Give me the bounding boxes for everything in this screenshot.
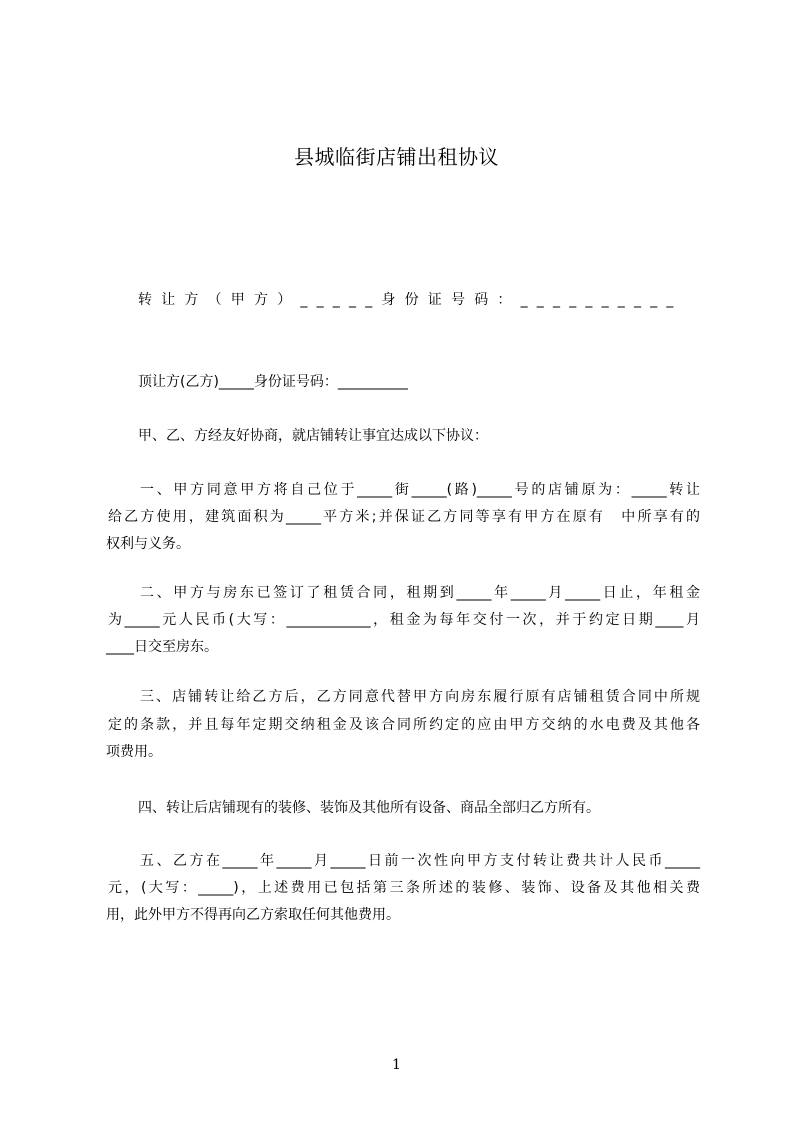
clause-2-line-3: ____日交至房东。	[106, 639, 218, 655]
clause-3-line-2: 定的条款，并且每年定期交纳租金及该合同所约定的应由甲方交纳的水电费及其他各	[108, 717, 700, 733]
clause-5-line-2: 元，(大写：_____)，上述费用已包括第三条所述的装修、装饰、设备及其他相关费	[108, 880, 700, 896]
transferor-line: 转让方（甲方）_____身份证号码：__________	[138, 292, 683, 308]
clause-1-line-3: 权利与义务。	[106, 536, 190, 552]
clause-1-line-2: 给乙方使用，建筑面积为_____平方米;并保证乙方同等享有甲方在原有 中所享有的	[108, 509, 700, 525]
clause-3-line-1: 三、店铺转让给乙方后，乙方同意代替甲方向房东履行原有店铺租赁合同中所规	[140, 689, 700, 705]
transferee-line: 顶让方(乙方)_____身份证号码：__________	[138, 374, 408, 390]
clause-4: 四、转让后店铺现有的装修、装饰及其他所有设备、商品全部归乙方所有。	[138, 800, 600, 816]
intro-paragraph: 甲、乙、方经友好协商，就店铺转让事宜达成以下协议：	[138, 428, 488, 444]
clause-2-line-2: 为_____元人民币(大写：____________，租金为每年交付一次，并于约定日期____月	[108, 612, 700, 628]
clause-2-line-1: 二、甲方与房东已签订了租赁合同，租期到_____年_____月_____日止，年租金	[140, 585, 700, 601]
document-title: 县城临街店铺出租协议	[294, 145, 499, 169]
clause-1-line-1: 一、甲方同意甲方将自己位于_____街_____(路)_____号的店铺原为：_____转让	[140, 482, 700, 498]
page-number: 1	[392, 1057, 401, 1073]
clause-3-line-3: 项费用。	[106, 744, 162, 760]
clause-5-line-3: 用，此外甲方不得再向乙方索取任何其他费用。	[106, 907, 400, 923]
clause-5-line-1: 五、乙方在_____年_____月_____日前一次性向甲方支付转让费共计人民币_____	[140, 853, 700, 869]
